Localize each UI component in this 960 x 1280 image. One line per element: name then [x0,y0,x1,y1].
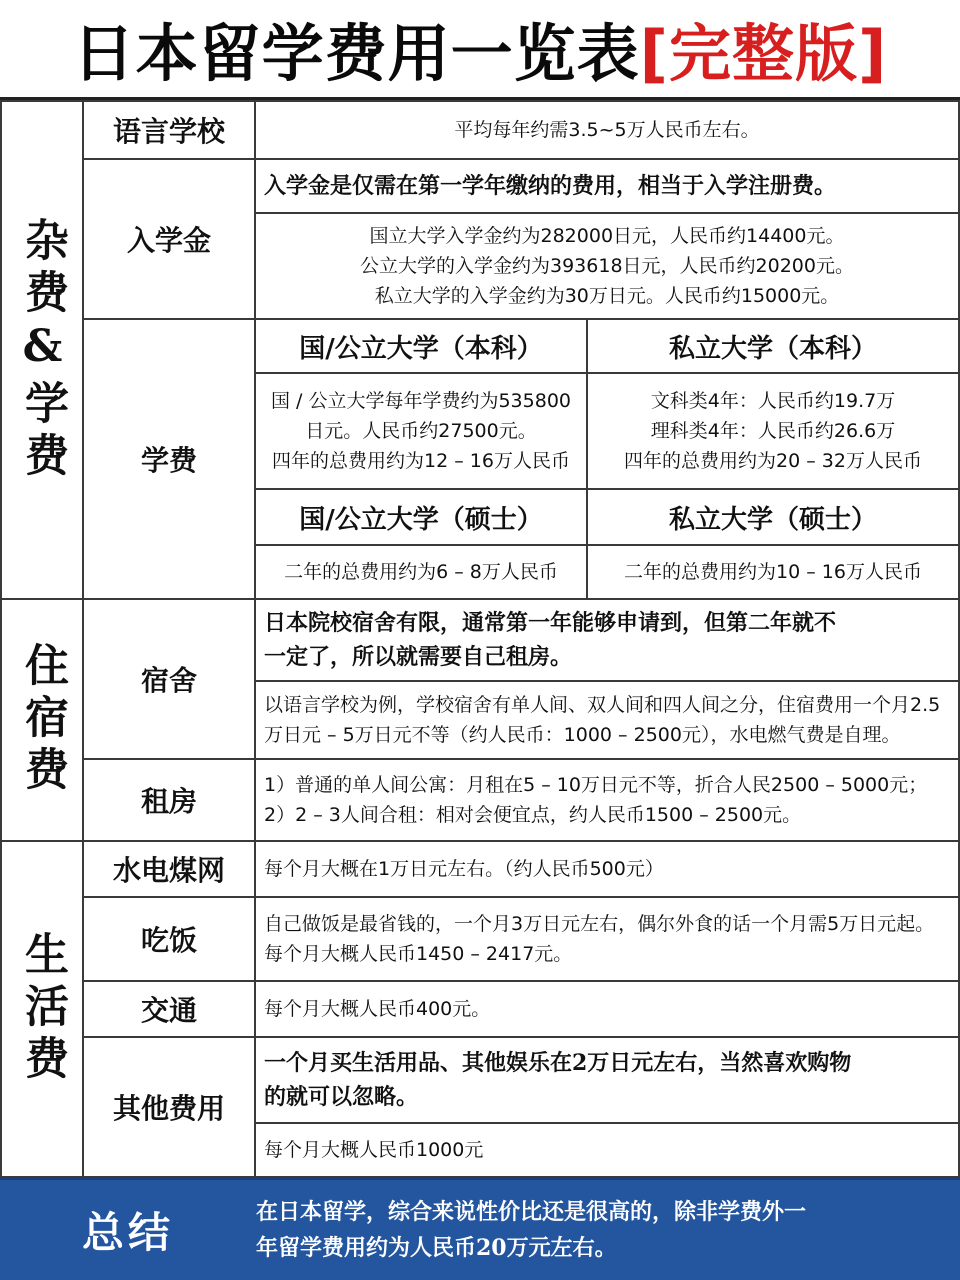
dorm-details [254,680,960,760]
entrance-line: 公立大学的入学金约为393618日元，人民币约20200元。 [360,255,854,277]
dorm-intro [254,598,960,682]
text-national-master: 二年的总费用约为6 – 8万人民币 [254,544,588,600]
tuition-line: 理科类4年：人民币约26.6万 [650,420,896,442]
entrance-details [254,212,960,320]
category-living: 生活费 [0,840,84,1178]
dorm-detail-line: 万日元 – 5万日元不等（约人民币：1000 – 2500元），水电燃气费是自理。 [264,724,901,746]
label-dorm: 宿舍 [82,598,256,760]
fee-table [0,100,960,1178]
rent-line: 2）2 – 3人间合租：相对会便宜点，约人民币1500 – 2500元。 [264,804,802,826]
summary-line: 在日本留学，综合来说性价比还是很高的，除非学费外一 [256,1199,807,1225]
title-bar [0,0,960,100]
text-transport: 每个月大概人民币400元。 [254,980,960,1038]
header-national-master: 国/公立大学（硕士） [254,488,588,546]
header-private-master: 私立大学（硕士） [586,488,960,546]
text-private-master: 二年的总费用约为10 – 16万人民币 [586,544,960,600]
dorm-intro-line: 一定了，所以就需要自己租房。 [264,644,573,670]
rent-line: 1）普通的单人间公寓：月租在5 – 10万日元不等，折合人民2500 – 5000元； [264,774,928,796]
title-highlight: [完整版] [639,17,888,90]
tuition-line: 四年的总费用约为20 – 32万人民币 [624,450,922,472]
food-line: 自己做饭是最省钱的，一个月3万日元左右，偶尔外食的话一个月需5万日元起。 [264,913,935,935]
entrance-line: 国立大学入学金约为282000日元，人民币约14400元。 [369,225,845,247]
summary-text [256,1194,960,1266]
tuition-line: 国 / 公立大学每年学费约为535800 [270,390,571,412]
tuition-line: 文科类4年：人民币约19.7万 [650,390,896,412]
text-other: 每个月大概人民币1000元 [254,1122,960,1178]
rent-details [254,758,960,842]
food-details [254,896,960,982]
label-rent: 租房 [82,758,256,842]
summary-bar [0,1178,960,1280]
other-intro [254,1036,960,1124]
title-main: 日本留学费用一览表 [72,17,640,90]
food-line: 每个月大概人民币1450 – 2417元。 [264,943,573,965]
category-housing: 住宿费 [0,598,84,842]
text-language-school: 平均每年约需3.5~5万人民币左右。 [254,100,960,160]
label-other: 其他费用 [82,1036,256,1178]
summary-label: 总结 [81,1208,174,1257]
header-national-bachelor: 国/公立大学（本科） [254,318,588,374]
label-food: 吃饭 [82,896,256,982]
tuition-line: 四年的总费用约为12 – 16万人民币 [272,450,570,472]
dorm-intro-line: 日本院校宿舍有限，通常第一年能够申请到，但第二年就不 [264,610,837,636]
summary-line: 年留学费用约为人民币20万元左右。 [256,1235,617,1261]
private-bachelor-details [586,372,960,490]
text-utilities: 每个月大概在1万日元左右。（约人民币500元） [254,840,960,898]
label-tuition: 学费 [82,318,256,600]
page-title [73,4,888,93]
label-language-school: 语言学校 [82,100,256,160]
label-entrance-fee: 入学金 [82,158,256,320]
label-utilities: 水电煤网 [82,840,256,898]
national-bachelor-details [254,372,588,490]
entrance-line: 私立大学的入学金约为30万日元。人民币约15000元。 [374,285,840,307]
header-private-bachelor: 私立大学（本科） [586,318,960,374]
text-entrance-intro: 入学金是仅需在第一学年缴纳的费用，相当于入学注册费。 [254,158,960,214]
category-misc: 杂费&学费 [0,100,84,600]
label-transport: 交通 [82,980,256,1038]
other-intro-line: 一个月买生活用品、其他娱乐在2万日元左右，当然喜欢购物 [264,1050,852,1076]
tuition-line: 日元。人民币约27500元。 [305,420,537,442]
other-intro-line: 的就可以忽略。 [264,1084,419,1110]
dorm-detail-line: 以语言学校为例，学校宿舍有单人间、双人间和四人间之分，住宿费用一个月2.5 [264,694,941,716]
